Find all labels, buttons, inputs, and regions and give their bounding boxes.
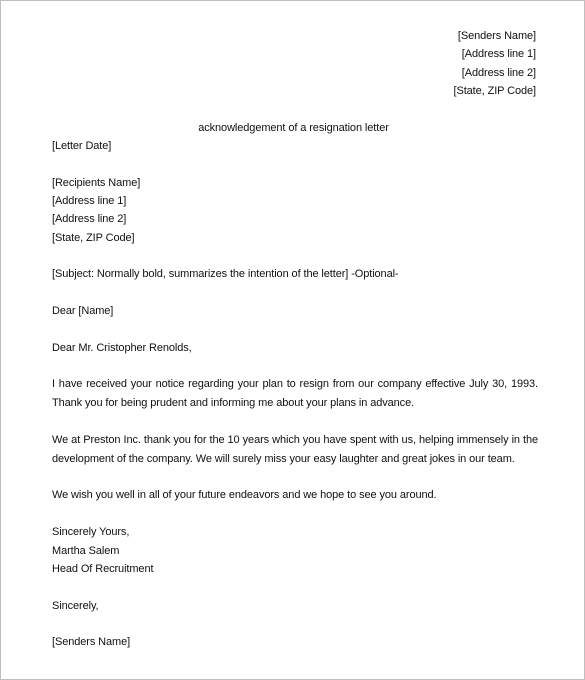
letter-title: acknowledgement of a resignation letter [198, 122, 389, 134]
salutation: Dear Mr. Cristopher Renolds, [52, 342, 192, 354]
recipient-name: [Recipients Name] [52, 177, 141, 189]
closing-line: Sincerely Yours, [52, 526, 130, 538]
recipient-state-zip: [State, ZIP Code] [52, 232, 135, 244]
letter-date: [Letter Date] [52, 140, 112, 152]
body-paragraph-3: We wish you well in all of your future endeavors and we hope to see you around. [52, 489, 437, 501]
body-paragraph-2: We at Preston Inc. thank you for the 10 years which you have spent with us, helping immensely in the development of the company. We will surely miss your easy laughter and great jokes in our team. [52, 434, 538, 465]
sender-address-line-1: [Address line 1] [461, 48, 536, 60]
sender-name: [Senders Name] [457, 30, 536, 42]
recipient-address-line-1: [Address line 1] [52, 195, 127, 207]
closing-position: Head Of Recruitment [52, 563, 154, 575]
body-paragraph-1: I have received your notice regarding your plan to resign from our company effective July 30, 1993. Thank you for being prudent and informing me about your plans in advance. [52, 378, 538, 409]
closing-name: Martha Salem [52, 545, 120, 557]
subject-line: [Subject: Normally bold, summarizes the intention of the letter] -Optional- [52, 268, 399, 280]
signature-placeholder: [Senders Name] [52, 636, 131, 648]
salutation-placeholder: Dear [Name] [52, 305, 114, 317]
sender-address-line-2: [Address line 2] [461, 67, 536, 79]
recipient-address-line-2: [Address line 2] [52, 213, 127, 225]
sender-state-zip: [State, ZIP Code] [453, 85, 536, 97]
closing-sincerely: Sincerely, [52, 600, 99, 612]
